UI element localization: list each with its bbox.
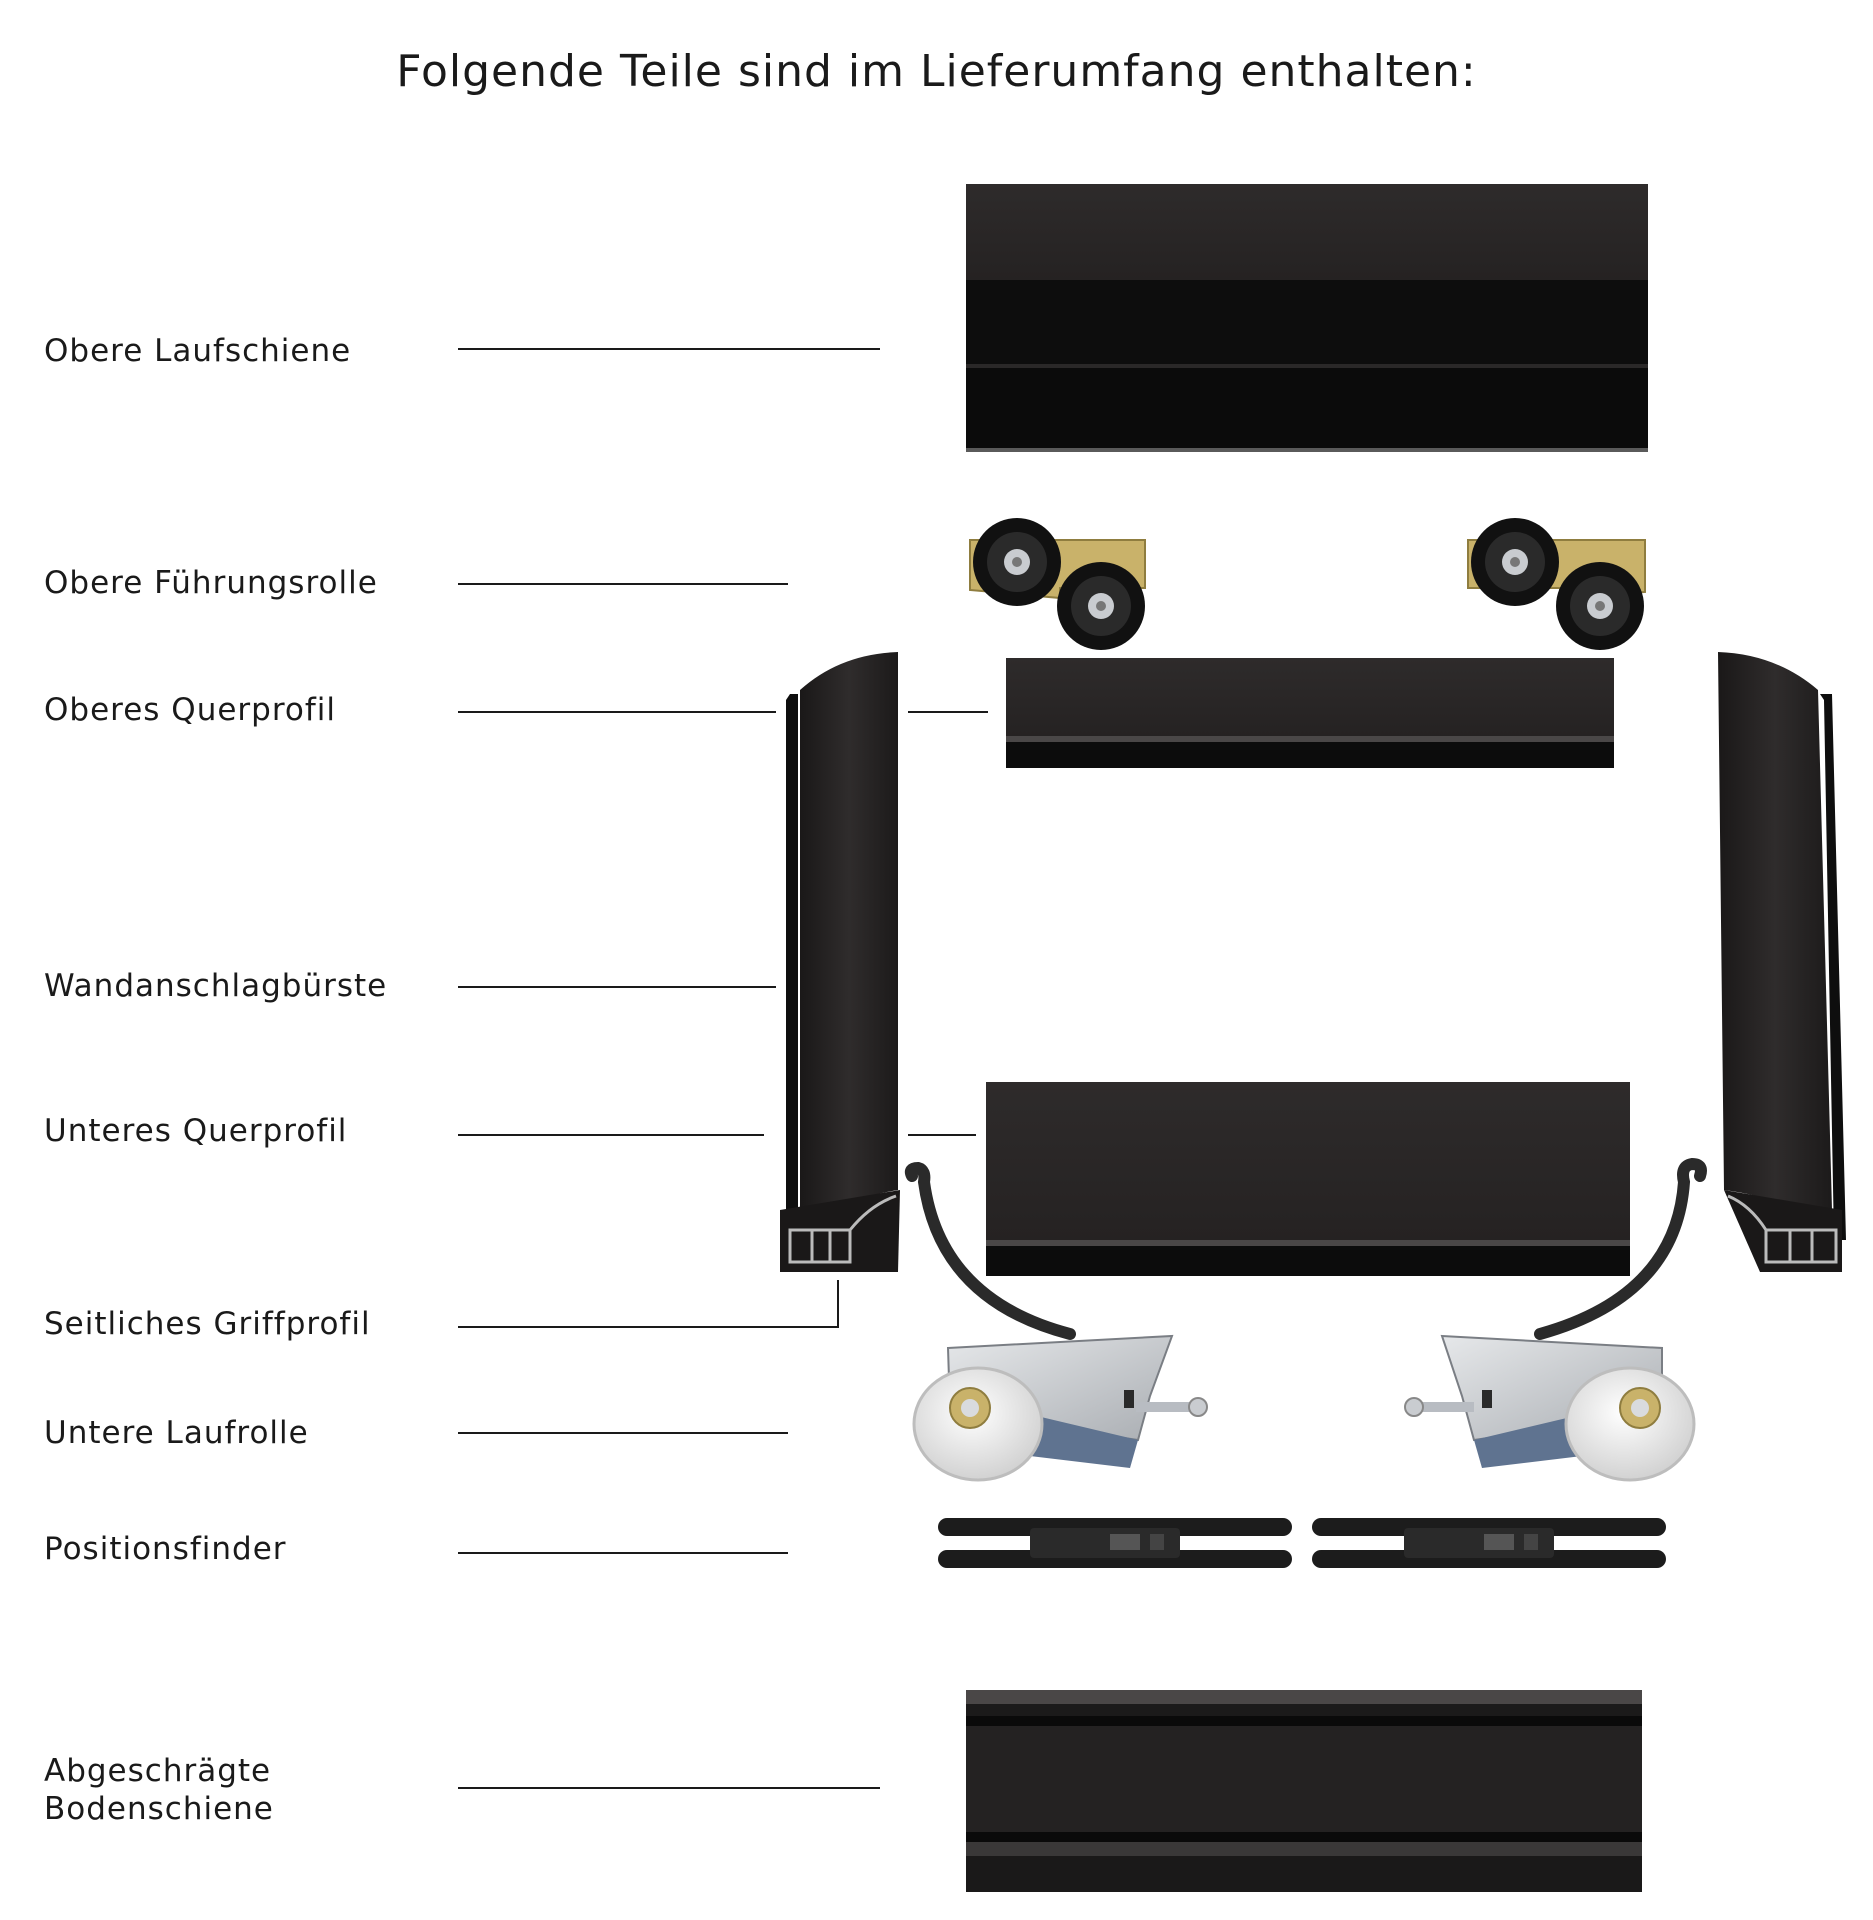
abgeschraegte-bodenschiene-part bbox=[966, 1690, 1642, 1892]
seitliches-griffprofil-left-part bbox=[780, 652, 900, 1272]
positionsfinder-right-part bbox=[1312, 1518, 1666, 1568]
label-untere-laufrolle: Untere Laufrolle bbox=[44, 1415, 309, 1451]
obere-fuehrungsrolle-left-part bbox=[970, 518, 1145, 650]
label-line-1: Abgeschrägte bbox=[44, 1753, 272, 1789]
unteres-querprofil-part bbox=[986, 1082, 1630, 1276]
label-oberes-querprofil: Oberes Querprofil bbox=[44, 692, 337, 728]
label-positionsfinder: Positionsfinder bbox=[44, 1531, 287, 1567]
label-unteres-querprofil: Unteres Querprofil bbox=[44, 1113, 348, 1149]
page-title: Folgende Teile sind im Lieferumfang enthalten: bbox=[396, 46, 1477, 97]
positionsfinder-left-part bbox=[938, 1518, 1292, 1568]
obere-laufschiene-part bbox=[966, 184, 1648, 452]
label-wandanschlagbuerste: Wandanschlagbürste bbox=[44, 968, 388, 1004]
oberes-querprofil-part bbox=[1006, 658, 1614, 768]
obere-fuehrungsrolle-right-part bbox=[1468, 518, 1645, 650]
seitliches-griffprofil-right-part bbox=[1718, 652, 1846, 1272]
label-obere-fuehrungsrolle: Obere Führungsrolle bbox=[44, 565, 378, 601]
label-obere-laufschiene: Obere Laufschiene bbox=[44, 333, 352, 369]
label-seitliches-griffprofil: Seitliches Griffprofil bbox=[44, 1306, 371, 1342]
label-line-2: Bodenschiene bbox=[44, 1791, 274, 1827]
